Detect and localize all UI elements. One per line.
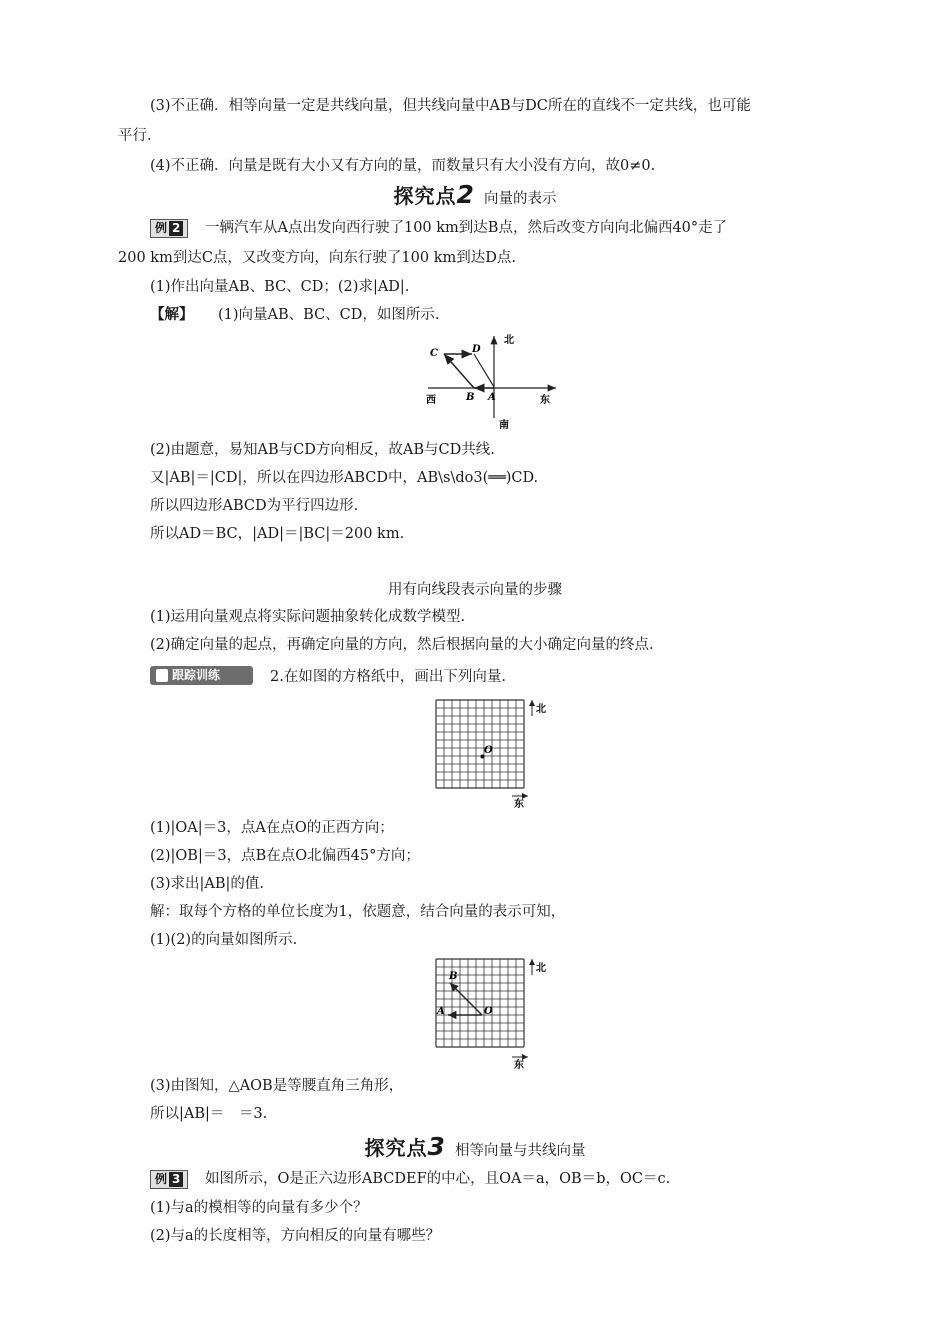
heading-subtitle: 相等向量与共线向量 <box>454 1143 586 1159</box>
east-label: 东 <box>514 799 524 808</box>
text-line: (1)(2)的向量如图所示. <box>150 932 298 948</box>
heading-title: 探究点 <box>364 1136 428 1160</box>
north-label: 北 <box>536 963 546 974</box>
training-label: 跟踪训练 <box>172 668 221 682</box>
text-line: 200 km到达C点，又改变方向，向东行驶了100 km到达D点. <box>118 250 516 266</box>
training-tag <box>150 666 253 685</box>
method-title: 用有向线段表示向量的步骤 <box>388 582 562 598</box>
east-label: 东 <box>540 395 550 406</box>
example-tag <box>150 219 188 238</box>
south-label: 南 <box>499 420 509 431</box>
heading-subtitle: 向量的表示 <box>483 191 557 207</box>
heading-title: 探究点 <box>393 184 457 208</box>
solution-label: 【解】 <box>150 306 194 323</box>
point-o-label: O <box>484 745 493 756</box>
text-line: (1)向量AB、BC、CD，如图所示. <box>218 307 440 323</box>
vector-bc <box>444 354 474 388</box>
point-a-label: A <box>488 392 496 403</box>
north-label: 北 <box>536 704 546 715</box>
grid-figure-vectors <box>430 955 550 1070</box>
example-word: 例 <box>155 1172 168 1186</box>
point-c-label: C <box>430 348 438 359</box>
text-line: (1)|OA|＝3，点A在点O的正西方向； <box>150 820 394 836</box>
example-tag <box>150 1170 188 1189</box>
north-label: 北 <box>504 335 514 346</box>
point-b-label: B <box>449 971 458 982</box>
text-line: (2)|OB|＝3，点B在点O北偏西45°方向； <box>150 848 420 864</box>
text-line: 2.在如图的方格纸中，画出下列向量. <box>270 669 506 685</box>
text-line: 又|AB|＝|CD|，所以在四边形ABCD中，AB\s\do3(══)CD. <box>150 470 539 486</box>
text-line: (3)求出|AB|的值. <box>150 876 265 892</box>
text-line: 一辆汽车从A点出发向西行驶了100 km到达B点，然后改变方向向北偏西40°走了 <box>205 220 728 236</box>
pen-icon <box>156 669 168 682</box>
section-heading-2 <box>0 180 950 209</box>
example-number: 3 <box>169 1172 183 1187</box>
example-number: 2 <box>169 221 183 236</box>
text-line: (4)不正确．向量是既有大小又有方向的量，而数量只有大小没有方向，故0≠0. <box>150 158 656 174</box>
text-line: 解：取每个方格的单位长度为1，依题意，结合向量的表示可知， <box>150 904 566 920</box>
point-o-label: O <box>484 1006 493 1017</box>
point-d-label: D <box>472 344 481 355</box>
text-line: (1)作出向量AB、BC、CD；(2)求|AD|. <box>150 279 410 295</box>
grid-figure-empty <box>430 696 550 808</box>
heading-number: 2 <box>456 180 474 209</box>
text-line: 所以四边形ABCD为平行四边形. <box>150 498 359 514</box>
text-line: (3)不正确．相等向量一定是共线向量，但共线向量中AB与DC所在的直线不一定共线，也可能 <box>150 98 751 114</box>
point-a-label: A <box>437 1006 445 1017</box>
compass-vector-figure <box>420 330 560 432</box>
text-line: (1)与a的模相等的向量有多少个？ <box>150 1200 368 1216</box>
text-line: 所以AD＝BC，|AD|＝|BC|＝200 km. <box>150 526 405 542</box>
text-line: (2)由题意，易知AB与CD方向相反，故AB与CD共线. <box>150 442 495 458</box>
text-line: 如图所示，O是正六边形ABCDEF的中心，且OA＝a，OB＝b，OC＝c. <box>205 1171 671 1187</box>
text-line: (2)确定向量的起点，再确定向量的方向，然后根据向量的大小确定向量的终点. <box>150 637 654 653</box>
point-b-label: B <box>466 392 475 403</box>
west-label: 西 <box>426 395 436 406</box>
text-line: (3)由图知，△AOB是等腰直角三角形， <box>150 1078 404 1094</box>
text-line: 平行． <box>118 128 162 144</box>
east-label: 东 <box>514 1060 524 1070</box>
grid <box>436 700 524 788</box>
text-line: (1)运用向量观点将实际问题抽象转化成数学模型. <box>150 609 466 625</box>
section-heading-3 <box>0 1132 950 1161</box>
heading-number: 3 <box>427 1132 445 1161</box>
example-word: 例 <box>155 221 168 235</box>
text-line: 所以|AB|＝ ＝3. <box>150 1106 268 1122</box>
segment-da <box>474 354 494 387</box>
text-line: (2)与a的长度相等，方向相反的向量有哪些？ <box>150 1228 441 1244</box>
